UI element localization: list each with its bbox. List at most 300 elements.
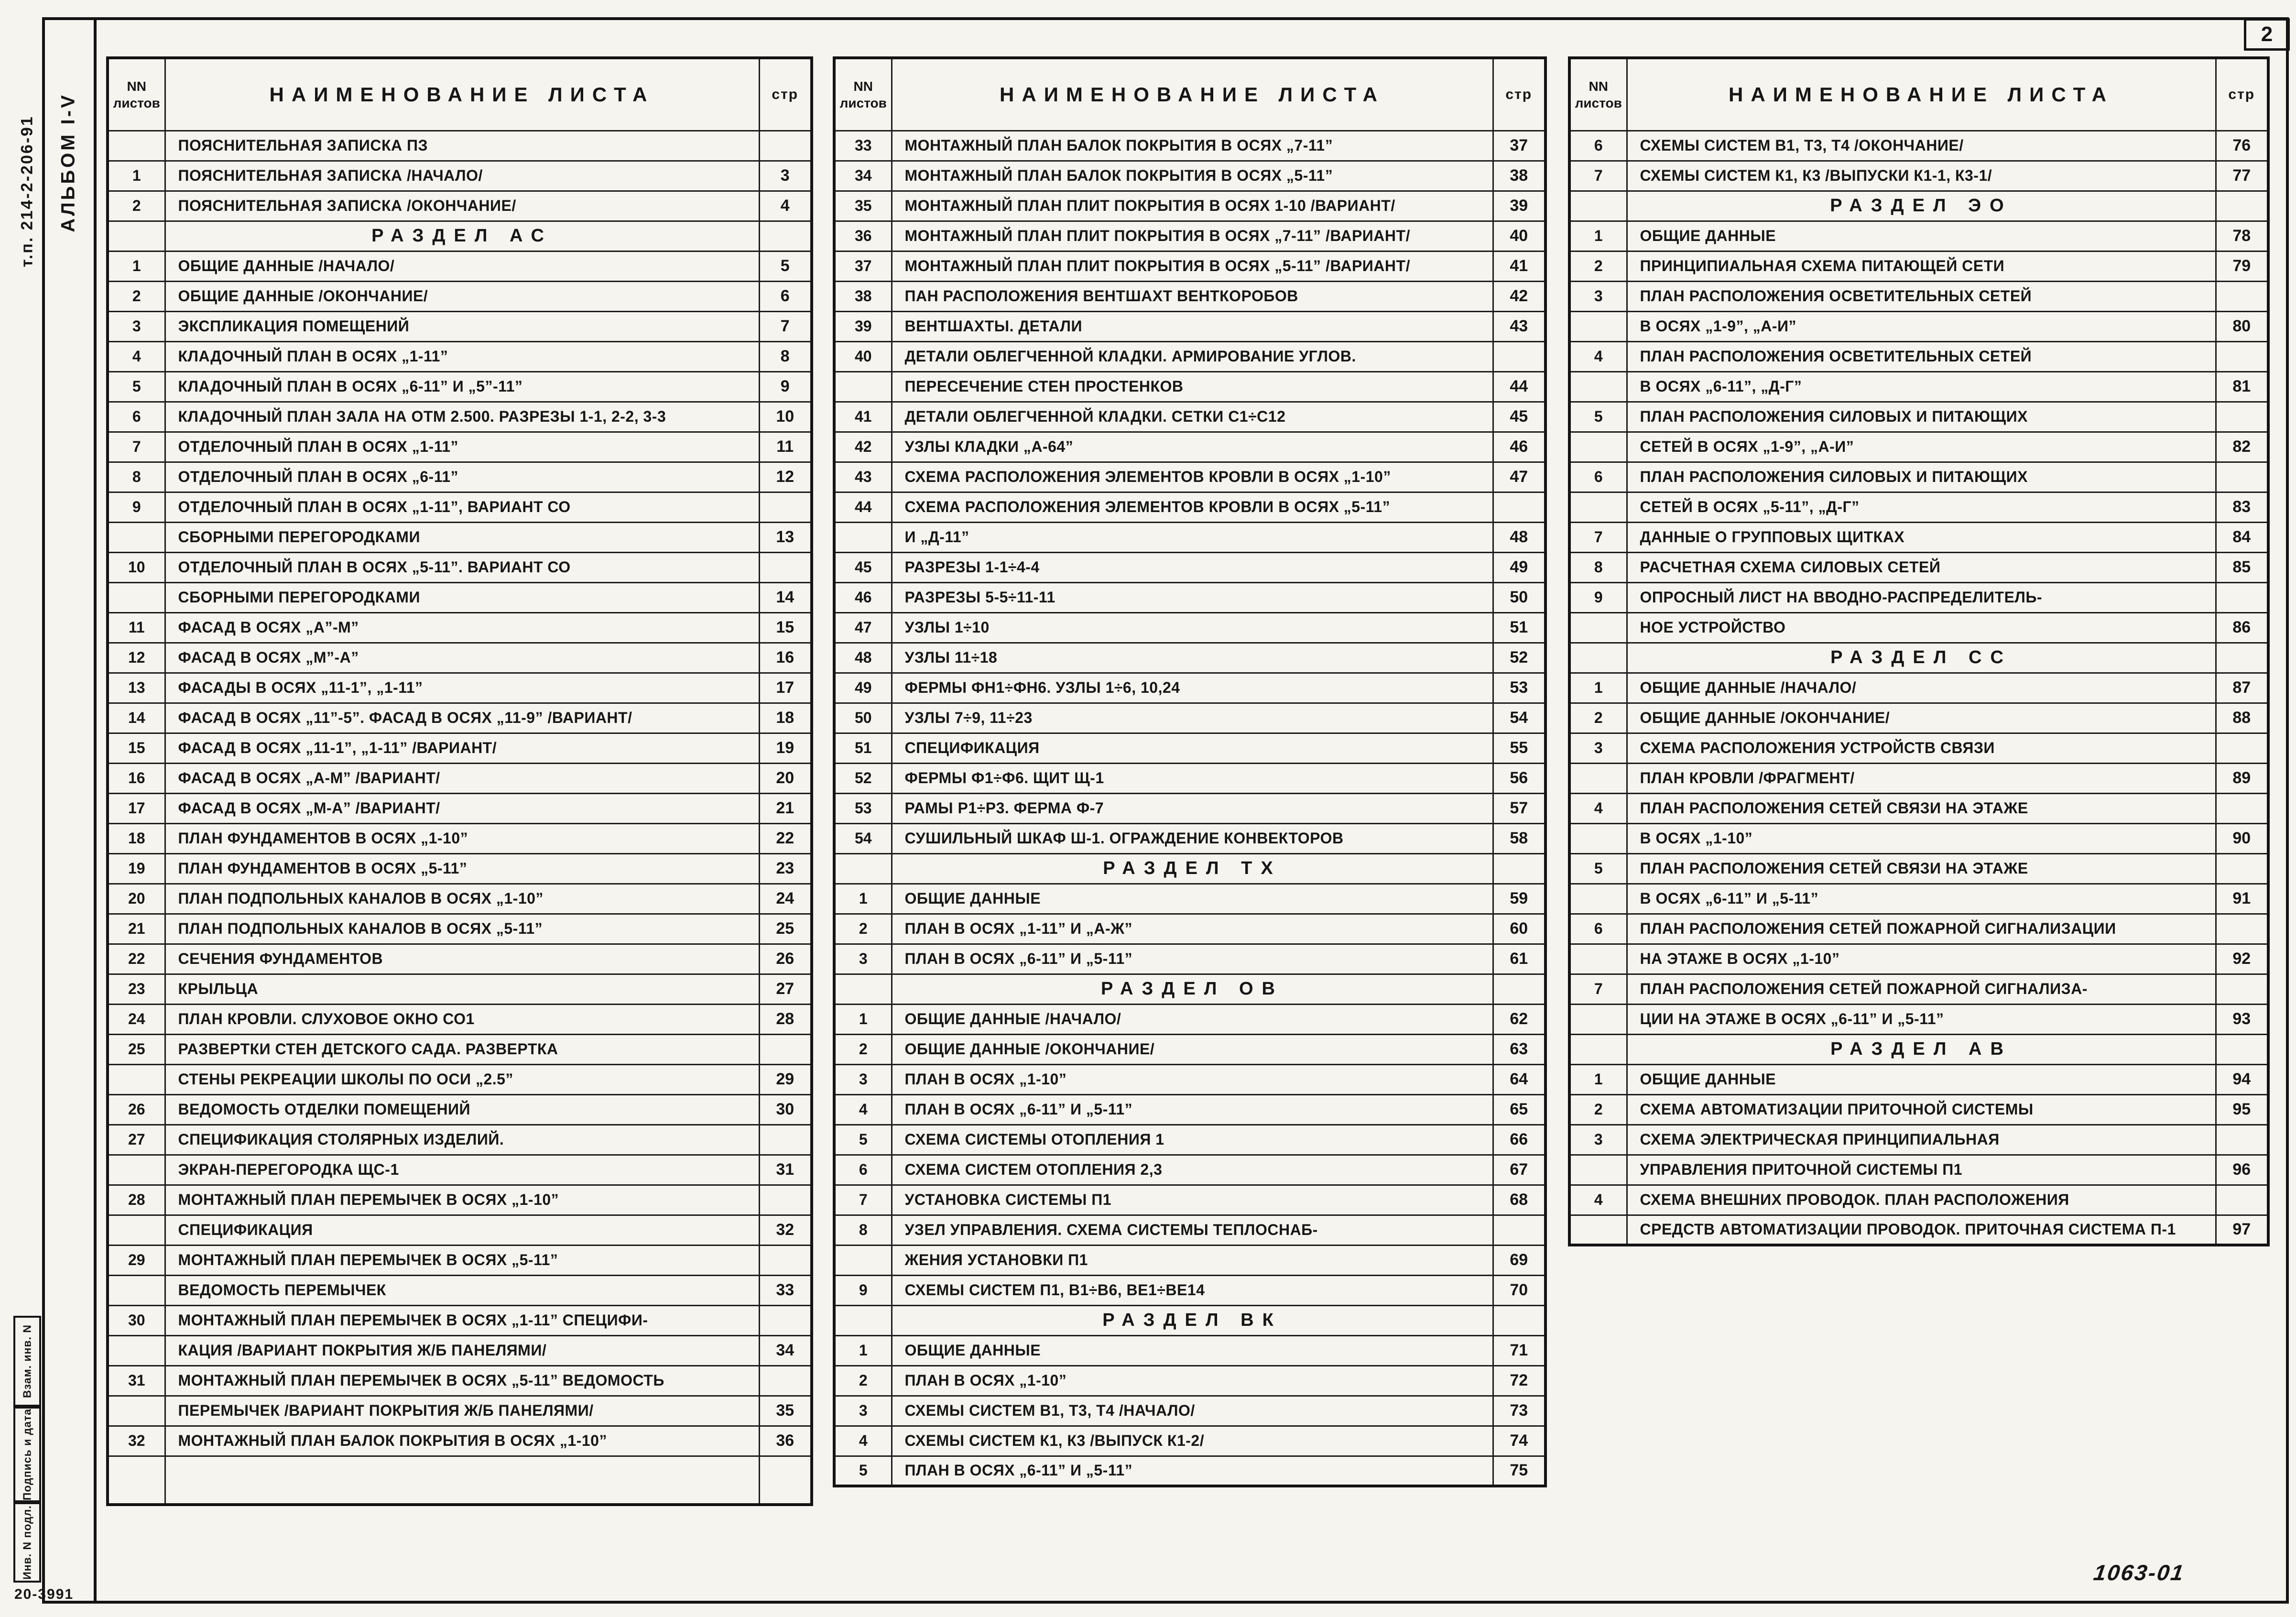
stamp-label: Инв. N подл.: [21, 1505, 33, 1580]
sheet-number-cell: 11: [108, 612, 165, 643]
table-row: [1569, 341, 2268, 371]
page-cell: 48: [1493, 522, 1545, 552]
page-cell: [759, 1185, 812, 1215]
page-cell: 61: [1493, 944, 1545, 974]
sheet-title-cell: СРЕДСТВ АВТОМАТИЗАЦИИ ПРОВОДОК. ПРИТОЧНАЯ СИСТЕМА П-1: [1627, 1215, 2216, 1245]
sheet-title-cell: УЗЛЫ КЛАДКИ „А-64”: [892, 432, 1493, 462]
sheet-title-cell: РАСЧЕТНАЯ СХЕМА СИЛОВЫХ СЕТЕЙ: [1627, 552, 2216, 582]
page-cell: [2216, 643, 2268, 673]
page-cell: 58: [1493, 823, 1545, 853]
sheet-number-cell: 6: [108, 402, 165, 432]
sheet-title-cell: ПЛАН РАСПОЛОЖЕНИЯ ОСВЕТИТЕЛЬНЫХ СЕТЕЙ: [1627, 341, 2216, 371]
page-cell: 24: [759, 884, 812, 914]
page-cell: 11: [759, 432, 812, 462]
sheet-number-cell: 12: [108, 643, 165, 673]
sheet-title-cell: СХЕМЫ СИСТЕМ П1, В1÷В6, ВЕ1÷ВЕ14: [892, 1275, 1493, 1305]
page-cell: 50: [1493, 582, 1545, 612]
sheet-title-cell: ЭКРАН-ПЕРЕГОРОДКА ЩС-1: [165, 1155, 759, 1185]
page-cell: 72: [1493, 1366, 1545, 1396]
sheet-title-cell: ПЛАН В ОСЯХ „6-11” И „5-11”: [892, 1094, 1493, 1125]
table-row: [834, 763, 1545, 793]
table-row: [108, 1275, 812, 1305]
table-row: [108, 1426, 812, 1456]
table-row: [1569, 884, 2268, 914]
page-cell: 7: [759, 311, 812, 341]
sheet-number-cell: 6: [1569, 914, 1627, 944]
sheet-number-cell: [108, 1335, 165, 1366]
sheet-title-cell: УПРАВЛЕНИЯ ПРИТОЧНОЙ СИСТЕМЫ П1: [1627, 1155, 2216, 1185]
table-row: [834, 823, 1545, 853]
page-cell: 71: [1493, 1335, 1545, 1366]
col-header-title: НАИМЕНОВАНИЕ ЛИСТА: [165, 58, 759, 131]
sheet-title-cell: МОНТАЖНЫЙ ПЛАН БАЛОК ПОКРЫТИЯ В ОСЯХ „1-10”: [165, 1426, 759, 1456]
table-row: [1569, 974, 2268, 1004]
page-cell: 40: [1493, 221, 1545, 251]
sheet-number-cell: 8: [834, 1215, 892, 1245]
page-cell: 16: [759, 643, 812, 673]
sheet-title-cell: УЗЛЫ 7÷9, 11÷23: [892, 703, 1493, 733]
page-cell: [1493, 492, 1545, 522]
table-row: [108, 492, 812, 522]
sheet-title-cell: СТЕНЫ РЕКРЕАЦИИ ШКОЛЫ ПО ОСИ „2.5”: [165, 1064, 759, 1094]
sheet-title-cell: НА ЭТАЖЕ В ОСЯХ „1-10”: [1627, 944, 2216, 974]
page-cell: 64: [1493, 1064, 1545, 1094]
page-cell: 23: [759, 853, 812, 884]
page-cell: 4: [759, 191, 812, 221]
page-cell: 67: [1493, 1155, 1545, 1185]
sheet-number-cell: 4: [1569, 1185, 1627, 1215]
table-row: [834, 221, 1545, 251]
table-row: [108, 612, 812, 643]
sheet-number-cell: 8: [1569, 552, 1627, 582]
col-header-page: стр: [1493, 58, 1545, 131]
table-row: [1569, 733, 2268, 763]
sheet-title-cell: СУШИЛЬНЫЙ ШКАФ Ш-1. ОГРАЖДЕНИЕ КОНВЕКТОРОВ: [892, 823, 1493, 853]
sheet-title-cell: КЛАДОЧНЫЙ ПЛАН ЗАЛА НА ОТМ 2.500. РАЗРЕЗЫ 1-1, 2-2, 3-3: [165, 402, 759, 432]
sheet-number-cell: [1569, 432, 1627, 462]
page-cell: 82: [2216, 432, 2268, 462]
page-cell: 17: [759, 673, 812, 703]
sheet-number-cell: 22: [108, 944, 165, 974]
sheet-title-cell: ОБЩИЕ ДАННЫЕ /НАЧАЛО/: [1627, 673, 2216, 703]
table-row: [108, 703, 812, 733]
sheet-number-cell: 49: [834, 673, 892, 703]
page-cell: 13: [759, 522, 812, 552]
sheet-title-cell: ПЛАН ФУНДАМЕНТОВ В ОСЯХ „1-10”: [165, 823, 759, 853]
table-row: [108, 432, 812, 462]
page-cell: 42: [1493, 281, 1545, 311]
table-row: [1569, 522, 2268, 552]
table-row: [1569, 371, 2268, 402]
sheet-index-table-right: [1568, 56, 2270, 1246]
section-title: РАЗДЕЛ ТХ: [892, 853, 1493, 884]
sheet-number-cell: 45: [834, 552, 892, 582]
table-row: [834, 1155, 1545, 1185]
sheet-number-cell: [108, 1215, 165, 1245]
table-row: [834, 884, 1545, 914]
album-label: АЛЬБОМ I-V: [57, 93, 79, 232]
page-cell: 63: [1493, 1034, 1545, 1064]
table-row: [1569, 462, 2268, 492]
page-cell: 45: [1493, 402, 1545, 432]
page-cell: 5: [759, 251, 812, 281]
sheet-number-cell: 3: [834, 1396, 892, 1426]
table-row: [834, 341, 1545, 371]
sheet-number-cell: [108, 522, 165, 552]
sheet-title-cell: ПЛАН РАСПОЛОЖЕНИЯ СЕТЕЙ СВЯЗИ НА ЭТАЖЕ: [1627, 793, 2216, 823]
page-cell: 75: [1493, 1456, 1545, 1486]
page-cell: 46: [1493, 432, 1545, 462]
sheet-number-cell: 54: [834, 823, 892, 853]
page-cell: 69: [1493, 1245, 1545, 1275]
sheet-number-cell: 5: [834, 1125, 892, 1155]
sheet-title-cell: ПЛАН В ОСЯХ „6-11” И „5-11”: [892, 944, 1493, 974]
sheet-title-cell: ФАСАД В ОСЯХ „А”-М”: [165, 612, 759, 643]
table-row: [1569, 492, 2268, 522]
section-row: [1569, 191, 2268, 221]
page-cell: 32: [759, 1215, 812, 1245]
sheet-title-cell: ПЛАН ПОДПОЛЬНЫХ КАНАЛОВ В ОСЯХ „1-10”: [165, 884, 759, 914]
section-row: [834, 853, 1545, 884]
sheet-number-cell: 3: [834, 944, 892, 974]
sheet-title-cell: [165, 1456, 759, 1505]
sheet-title-cell: ПЛАН В ОСЯХ „1-11” И „А-Ж”: [892, 914, 1493, 944]
sheet-number-cell: [1569, 823, 1627, 853]
sheet-title-cell: НОЕ УСТРОЙСТВО: [1627, 612, 2216, 643]
page-cell: [759, 1034, 812, 1064]
project-code-label: т.п. 214-2-206-91: [18, 115, 36, 267]
sheet-title-cell: ДЕТАЛИ ОБЛЕГЧЕННОЙ КЛАДКИ. АРМИРОВАНИЕ УГЛОВ.: [892, 341, 1493, 371]
table-row: [108, 1305, 812, 1335]
sheet-title-cell: ОБЩИЕ ДАННЫЕ /ОКОНЧАНИЕ/: [892, 1034, 1493, 1064]
table-row: [108, 1456, 812, 1505]
page-cell: 92: [2216, 944, 2268, 974]
page-cell: 52: [1493, 643, 1545, 673]
sheet-title-cell: ОПРОСНЫЙ ЛИСТ НА ВВОДНО-РАСПРЕДЕЛИТЕЛЬ-: [1627, 582, 2216, 612]
page-cell: [2216, 341, 2268, 371]
table-row: [1569, 944, 2268, 974]
page-cell: 60: [1493, 914, 1545, 944]
sheet-number-cell: 9: [1569, 582, 1627, 612]
page-cell: 38: [1493, 161, 1545, 191]
page-cell: 21: [759, 793, 812, 823]
table-row: [1569, 763, 2268, 793]
page-cell: 20: [759, 763, 812, 793]
sheet-title-cell: ФАСАД В ОСЯХ „А-М” /ВАРИАНТ/: [165, 763, 759, 793]
page-cell: 70: [1493, 1275, 1545, 1305]
sheet-number-cell: 3: [108, 311, 165, 341]
page-cell: 3: [759, 161, 812, 191]
col-header-page: стр: [2216, 58, 2268, 131]
sheet-title-cell: ОТДЕЛОЧНЫЙ ПЛАН В ОСЯХ „1-11”: [165, 432, 759, 462]
sheet-title-cell: ПРИНЦИПИАЛЬНАЯ СХЕМА ПИТАЮЩЕЙ СЕТИ: [1627, 251, 2216, 281]
sheet-number-cell: 4: [1569, 793, 1627, 823]
page-cell: 51: [1493, 612, 1545, 643]
table-row: [108, 1215, 812, 1245]
header-row: [108, 58, 812, 131]
sheet-title-cell: ВЕДОМОСТЬ ОТДЕЛКИ ПОМЕЩЕНИЙ: [165, 1094, 759, 1125]
table-row: [834, 582, 1545, 612]
page-cell: 29: [759, 1064, 812, 1094]
sheet-number-cell: 3: [1569, 281, 1627, 311]
page-cell: [759, 1245, 812, 1275]
page-cell: 91: [2216, 884, 2268, 914]
table-row: [1569, 1094, 2268, 1125]
sheet-number-cell: 53: [834, 793, 892, 823]
sheet-number-cell: 8: [108, 462, 165, 492]
page-cell: 10: [759, 402, 812, 432]
table-row: [1569, 131, 2268, 161]
page-cell: 36: [759, 1426, 812, 1456]
table-row: [834, 1034, 1545, 1064]
table-row: [834, 1004, 1545, 1034]
page-cell: [759, 492, 812, 522]
sheet-number-cell: 37: [834, 251, 892, 281]
table-row: [834, 612, 1545, 643]
sheet-title-cell: ПЛАН ПОДПОЛЬНЫХ КАНАЛОВ В ОСЯХ „5-11”: [165, 914, 759, 944]
page-cell: 30: [759, 1094, 812, 1125]
table-row: [1569, 402, 2268, 432]
sheet-number: 2: [2261, 22, 2273, 46]
table-row: [108, 311, 812, 341]
sheet-title-cell: ОБЩИЕ ДАННЫЕ /НАЧАЛО/: [892, 1004, 1493, 1034]
table-row: [1569, 432, 2268, 462]
page-cell: 37: [1493, 131, 1545, 161]
sheet-index-table-middle: [833, 56, 1547, 1487]
sheet-title-cell: СХЕМА РАСПОЛОЖЕНИЯ ЭЛЕМЕНТОВ КРОВЛИ В ОСЯХ „1-10”: [892, 462, 1493, 492]
sheet-number-cell: 26: [108, 1094, 165, 1125]
page-cell: 81: [2216, 371, 2268, 402]
sheet-number-cell: 3: [1569, 1125, 1627, 1155]
table-row: [108, 1064, 812, 1094]
stamp-box-podpis: [13, 1407, 41, 1502]
page-cell: 95: [2216, 1094, 2268, 1125]
sheet-title-cell: СБОРНЫМИ ПЕРЕГОРОДКАМИ: [165, 582, 759, 612]
table-row: [108, 793, 812, 823]
table-row: [108, 1034, 812, 1064]
table-row: [108, 371, 812, 402]
table-row: [834, 161, 1545, 191]
page-cell: 43: [1493, 311, 1545, 341]
page-cell: [2216, 914, 2268, 944]
sheet-title-cell: УЗЛЫ 11÷18: [892, 643, 1493, 673]
sheet-title-cell: КЛАДОЧНЫЙ ПЛАН В ОСЯХ „1-11”: [165, 341, 759, 371]
page-cell: 35: [759, 1396, 812, 1426]
table-row: [108, 853, 812, 884]
table-row: [1569, 221, 2268, 251]
page-cell: [2216, 281, 2268, 311]
page-cell: 22: [759, 823, 812, 853]
sheet-number-cell: 9: [108, 492, 165, 522]
sheet-number-cell: 35: [834, 191, 892, 221]
page-cell: 26: [759, 944, 812, 974]
table-row: [834, 462, 1545, 492]
sheet-number-cell: [1569, 763, 1627, 793]
sheet-title-cell: СХЕМА СИСТЕМЫ ОТОПЛЕНИЯ 1: [892, 1125, 1493, 1155]
table-row: [108, 1245, 812, 1275]
sheet-title-cell: ОБЩИЕ ДАННЫЕ /ОКОНЧАНИЕ/: [165, 281, 759, 311]
page-cell: 54: [1493, 703, 1545, 733]
page-cell: 14: [759, 582, 812, 612]
sheet-title-cell: ЭКСПЛИКАЦИЯ ПОМЕЩЕНИЙ: [165, 311, 759, 341]
table-row: [108, 673, 812, 703]
sheet-number-cell: 31: [108, 1366, 165, 1396]
sheet-number-cell: 21: [108, 914, 165, 944]
sheet-title-cell: ФАСАД В ОСЯХ „11-1”, „1-11” /ВАРИАНТ/: [165, 733, 759, 763]
sheet-title-cell: СПЕЦИФИКАЦИЯ: [165, 1215, 759, 1245]
table-row: [834, 1185, 1545, 1215]
sheet-number-cell: [834, 974, 892, 1004]
sheet-number-cell: 2: [108, 281, 165, 311]
sheet-number-cell: 52: [834, 763, 892, 793]
table-row: [1569, 793, 2268, 823]
sheet-title-cell: РАЗРЕЗЫ 1-1÷4-4: [892, 552, 1493, 582]
page-cell: 66: [1493, 1125, 1545, 1155]
table-row: [834, 1094, 1545, 1125]
sheet-number-cell: 5: [834, 1456, 892, 1486]
sheet-number-cell: 15: [108, 733, 165, 763]
table-row: [1569, 1155, 2268, 1185]
sheet-number-cell: 4: [834, 1094, 892, 1125]
section-row: [108, 221, 812, 251]
sheet-number-cell: 1: [834, 1004, 892, 1034]
sheet-title-cell: ПОЯСНИТЕЛЬНАЯ ЗАПИСКА ПЗ: [165, 131, 759, 161]
sheet-title-cell: МОНТАЖНЫЙ ПЛАН ПЛИТ ПОКРЫТИЯ В ОСЯХ 1-10 /ВАРИАНТ/: [892, 191, 1493, 221]
sheet-number-cell: [1569, 1155, 1627, 1185]
table-row: [108, 944, 812, 974]
table-row: [108, 1396, 812, 1426]
page-cell: 90: [2216, 823, 2268, 853]
header-row: [1569, 58, 2268, 131]
page-cell: 41: [1493, 251, 1545, 281]
sheet-number-cell: 1: [108, 161, 165, 191]
sheet-number-cell: 2: [834, 1366, 892, 1396]
page-cell: 80: [2216, 311, 2268, 341]
table-row: [834, 1275, 1545, 1305]
sheet-title-cell: ФАСАД В ОСЯХ „11”-5”. ФАСАД В ОСЯХ „11-9” /ВАРИАНТ/: [165, 703, 759, 733]
table-row: [834, 1426, 1545, 1456]
table-row: [108, 552, 812, 582]
sheet-title-cell: В ОСЯХ „1-9”, „А-И”: [1627, 311, 2216, 341]
table-row: [834, 402, 1545, 432]
sheet-number-cell: 41: [834, 402, 892, 432]
sheet-title-cell: ДАННЫЕ О ГРУППОВЫХ ЩИТКАХ: [1627, 522, 2216, 552]
stamp-label: Взам. инв. N: [21, 1324, 33, 1398]
sheet-number-cell: 5: [1569, 853, 1627, 884]
table-row: [1569, 251, 2268, 281]
section-title: РАЗДЕЛ АВ: [1627, 1034, 2216, 1064]
table-row: [1569, 823, 2268, 853]
page-cell: 94: [2216, 1064, 2268, 1094]
sheet-title-cell: МОНТАЖНЫЙ ПЛАН ПЛИТ ПОКРЫТИЯ В ОСЯХ „7-11” /ВАРИАНТ/: [892, 221, 1493, 251]
page-cell: [759, 1456, 812, 1505]
sheet-number-cell: 4: [834, 1426, 892, 1456]
page-cell: [759, 552, 812, 582]
sheet-title-cell: МОНТАЖНЫЙ ПЛАН БАЛОК ПОКРЫТИЯ В ОСЯХ „5-11”: [892, 161, 1493, 191]
table-row: [834, 281, 1545, 311]
sheet-title-cell: ЖЕНИЯ УСТАНОВКИ П1: [892, 1245, 1493, 1275]
sheet-number-cell: [108, 131, 165, 161]
sheet-title-cell: СХЕМЫ СИСТЕМ К1, К3 /ВЫПУСКИ К1-1, К3-1/: [1627, 161, 2216, 191]
page-cell: [759, 131, 812, 161]
table-row: [1569, 1004, 2268, 1034]
table-row: [1569, 1185, 2268, 1215]
table-row: [108, 251, 812, 281]
sheet-number-cell: 1: [1569, 1064, 1627, 1094]
sheet-title-cell: МОНТАЖНЫЙ ПЛАН БАЛОК ПОКРЫТИЯ В ОСЯХ „7-11”: [892, 131, 1493, 161]
col-header-number: NN листов: [834, 58, 892, 131]
sheet-number-cell: 7: [1569, 522, 1627, 552]
col-header-page: стр: [759, 58, 812, 131]
page-cell: 88: [2216, 703, 2268, 733]
page-cell: [2216, 793, 2268, 823]
table-row: [108, 522, 812, 552]
sheet-number-cell: [1569, 1004, 1627, 1034]
sheet-title-cell: ПЛАН РАСПОЛОЖЕНИЯ СИЛОВЫХ И ПИТАЮЩИХ: [1627, 402, 2216, 432]
sheet-title-cell: ФАСАД В ОСЯХ „М”-А”: [165, 643, 759, 673]
page-cell: 47: [1493, 462, 1545, 492]
sheet-title-cell: КЛАДОЧНЫЙ ПЛАН В ОСЯХ „6-11” И „5”-11”: [165, 371, 759, 402]
table-row: [834, 552, 1545, 582]
sheet-title-cell: МОНТАЖНЫЙ ПЛАН ПЛИТ ПОКРЫТИЯ В ОСЯХ „5-11” /ВАРИАНТ/: [892, 251, 1493, 281]
sheet-number-cell: 3: [1569, 733, 1627, 763]
col-header-number: NN листов: [1569, 58, 1627, 131]
sheet-number-cell: 19: [108, 853, 165, 884]
sheet-number-cell: 18: [108, 823, 165, 853]
page-cell: [2216, 733, 2268, 763]
sheet-number-cell: 32: [108, 1426, 165, 1456]
sheet-number-cell: [1569, 371, 1627, 402]
page-cell: [1493, 1215, 1545, 1245]
table-row: [834, 1456, 1545, 1486]
section-title: РАЗДЕЛ АС: [165, 221, 759, 251]
table-row: [108, 1366, 812, 1396]
page-cell: 68: [1493, 1185, 1545, 1215]
sheet-title-cell: ОБЩИЕ ДАННЫЕ /НАЧАЛО/: [165, 251, 759, 281]
page-cell: [1493, 853, 1545, 884]
table-row: [834, 703, 1545, 733]
page-cell: 78: [2216, 221, 2268, 251]
page-cell: 27: [759, 974, 812, 1004]
page-cell: [1493, 974, 1545, 1004]
section-title: РАЗДЕЛ ВК: [892, 1305, 1493, 1335]
sheet-number-cell: [1569, 492, 1627, 522]
sheet-number-cell: 7: [108, 432, 165, 462]
header-row: [834, 58, 1545, 131]
sheet-number-cell: 39: [834, 311, 892, 341]
sheet-title-cell: ОБЩИЕ ДАННЫЕ: [1627, 221, 2216, 251]
table-row: [834, 733, 1545, 763]
page-cell: [2216, 853, 2268, 884]
page-cell: 76: [2216, 131, 2268, 161]
sheet-number-cell: 33: [834, 131, 892, 161]
sheet-title-cell: ПОЯСНИТЕЛЬНАЯ ЗАПИСКА /ОКОНЧАНИЕ/: [165, 191, 759, 221]
sheet-title-cell: СПЕЦИФИКАЦИЯ СТОЛЯРНЫХ ИЗДЕЛИЙ.: [165, 1125, 759, 1155]
page-cell: 53: [1493, 673, 1545, 703]
sheet-number-cell: 3: [834, 1064, 892, 1094]
page-cell: 9: [759, 371, 812, 402]
col-header-number: NN листов: [108, 58, 165, 131]
sheet-title-cell: СХЕМА АВТОМАТИЗАЦИИ ПРИТОЧНОЙ СИСТЕМЫ: [1627, 1094, 2216, 1125]
sheet-title-cell: В ОСЯХ „6-11”, „Д-Г”: [1627, 371, 2216, 402]
table-row: [108, 974, 812, 1004]
sheet-title-cell: КАЦИЯ /ВАРИАНТ ПОКРЫТИЯ Ж/Б ПАНЕЛЯМИ/: [165, 1335, 759, 1366]
sheet-number-cell: 24: [108, 1004, 165, 1034]
sheet-number-cell: 7: [1569, 974, 1627, 1004]
table-row: [1569, 703, 2268, 733]
table-row: [108, 914, 812, 944]
sheet-number-cell: 28: [108, 1185, 165, 1215]
